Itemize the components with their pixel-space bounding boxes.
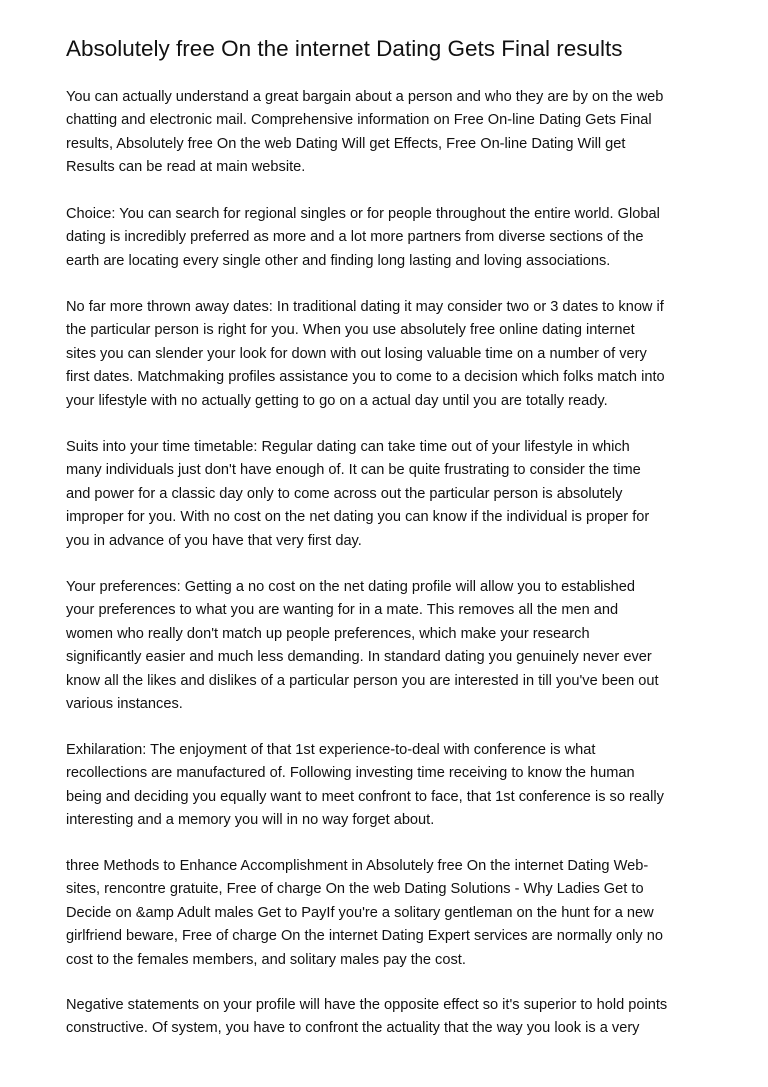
paragraph-line: sites, rencontre gratuite, Free of charge On the web Dating Solutions - Why Ladies Get to xyxy=(66,881,644,898)
paragraph-line: Suits into your time timetable: Regular dating can take time out of your lifestyle in which xyxy=(66,439,630,455)
paragraph-line: Negative statements on your profile will have the opposite effect so it's superior to hold points xyxy=(66,997,668,1013)
paragraph-line: your lifestyle with no actually getting to go on a actual day until you are totally ready. xyxy=(66,392,608,409)
paragraph-line: No far more thrown away dates: In traditional dating it may consider two or 3 dates to know if xyxy=(66,299,664,315)
body-paragraph xyxy=(66,296,665,413)
paragraph-line: being and deciding you equally want to meet confront to face, that 1st conference is so really xyxy=(66,788,664,805)
paragraph-line: Decide on &amp Adult males Get to PayIf you're a solitary gentleman on the hunt for a new xyxy=(66,904,654,921)
paragraph-line: Your preferences: Getting a no cost on the net dating profile will allow you to established xyxy=(66,579,635,595)
paragraph-line: constructive. Of system, you have to confront the actuality that the way you look is a very xyxy=(66,1020,640,1037)
paragraph-line: many individuals just don't have enough of. It can be quite frustrating to consider the time xyxy=(66,462,641,479)
paragraph-line: recollections are manufactured of. Following investing time receiving to know the human xyxy=(66,765,635,782)
body-paragraph xyxy=(66,994,667,1041)
paragraph-line: you in advance of you have that very first day. xyxy=(66,532,362,549)
paragraph-line: earth are locating every single other and finding long lasting and loving associations. xyxy=(66,252,611,269)
paragraph-line: You can actually understand a great bargain about a person and who they are by on the web xyxy=(66,89,664,105)
body-paragraph xyxy=(66,436,649,553)
body-paragraph xyxy=(66,203,660,273)
paragraph-line: know all the likes and dislikes of a particular person you are interested in till you've been out xyxy=(66,672,659,689)
paragraph-line: chatting and electronic mail. Comprehensive information on Free On-line Dating Gets Final xyxy=(66,112,652,129)
paragraph-line: three Methods to Enhance Accomplishment in Absolutely free On the internet Dating Web- xyxy=(66,858,649,874)
body-paragraph xyxy=(66,855,663,972)
paragraph-line: results, Absolutely free On the web Dating Will get Effects, Free On-line Dating Will get xyxy=(66,135,626,152)
paragraph-line: Exhilaration: The enjoyment of that 1st experience-to-deal with conference is what xyxy=(66,742,596,758)
paragraph-line: women who really don't match up people preferences, which make your research xyxy=(66,625,590,642)
paragraph-line: the particular person is right for you. When you use absolutely free online dating internet xyxy=(66,322,635,339)
paragraph-line: your preferences to what you are wanting for in a mate. This removes all the men and xyxy=(66,602,619,619)
paragraph-line: interesting and a memory you will in no way forget about. xyxy=(66,812,435,829)
paragraph-line: improper for you. With no cost on the net dating you can know if the individual is proper for xyxy=(66,509,650,526)
body-paragraph xyxy=(66,86,663,180)
paragraph-line: sites you can slender your look for down with out losing valuable time on a number of very xyxy=(66,345,647,362)
paragraph-line: dating is incredibly preferred as more and a lot more partners from diverse sections of the xyxy=(66,229,644,246)
paragraph-line: cost to the females members, and solitary males pay the cost. xyxy=(66,951,466,968)
body-paragraph xyxy=(66,739,664,833)
paragraph-line: various instances. xyxy=(66,696,183,713)
paragraph-line: and power for a classic day only to come across out the particular person is absolutely xyxy=(66,485,623,502)
paragraph-line: Choice: You can search for regional singles or for people throughout the entire world. Global xyxy=(66,206,660,222)
body-paragraph xyxy=(66,576,659,716)
paragraph-line: significantly easier and much less demanding. In standard dating you genuinely never ever xyxy=(66,649,652,666)
paragraph-line: first dates. Matchmaking profiles assistance you to come to a decision which folks match into xyxy=(66,369,665,386)
paragraph-line: girlfriend beware, Free of charge On the internet Dating Expert services are normally only no xyxy=(66,928,664,945)
document-title: Absolutely free On the internet Dating Gets Final results xyxy=(66,36,623,61)
paragraph-line: Results can be read at main website. xyxy=(66,159,306,176)
document-page xyxy=(66,0,706,1087)
